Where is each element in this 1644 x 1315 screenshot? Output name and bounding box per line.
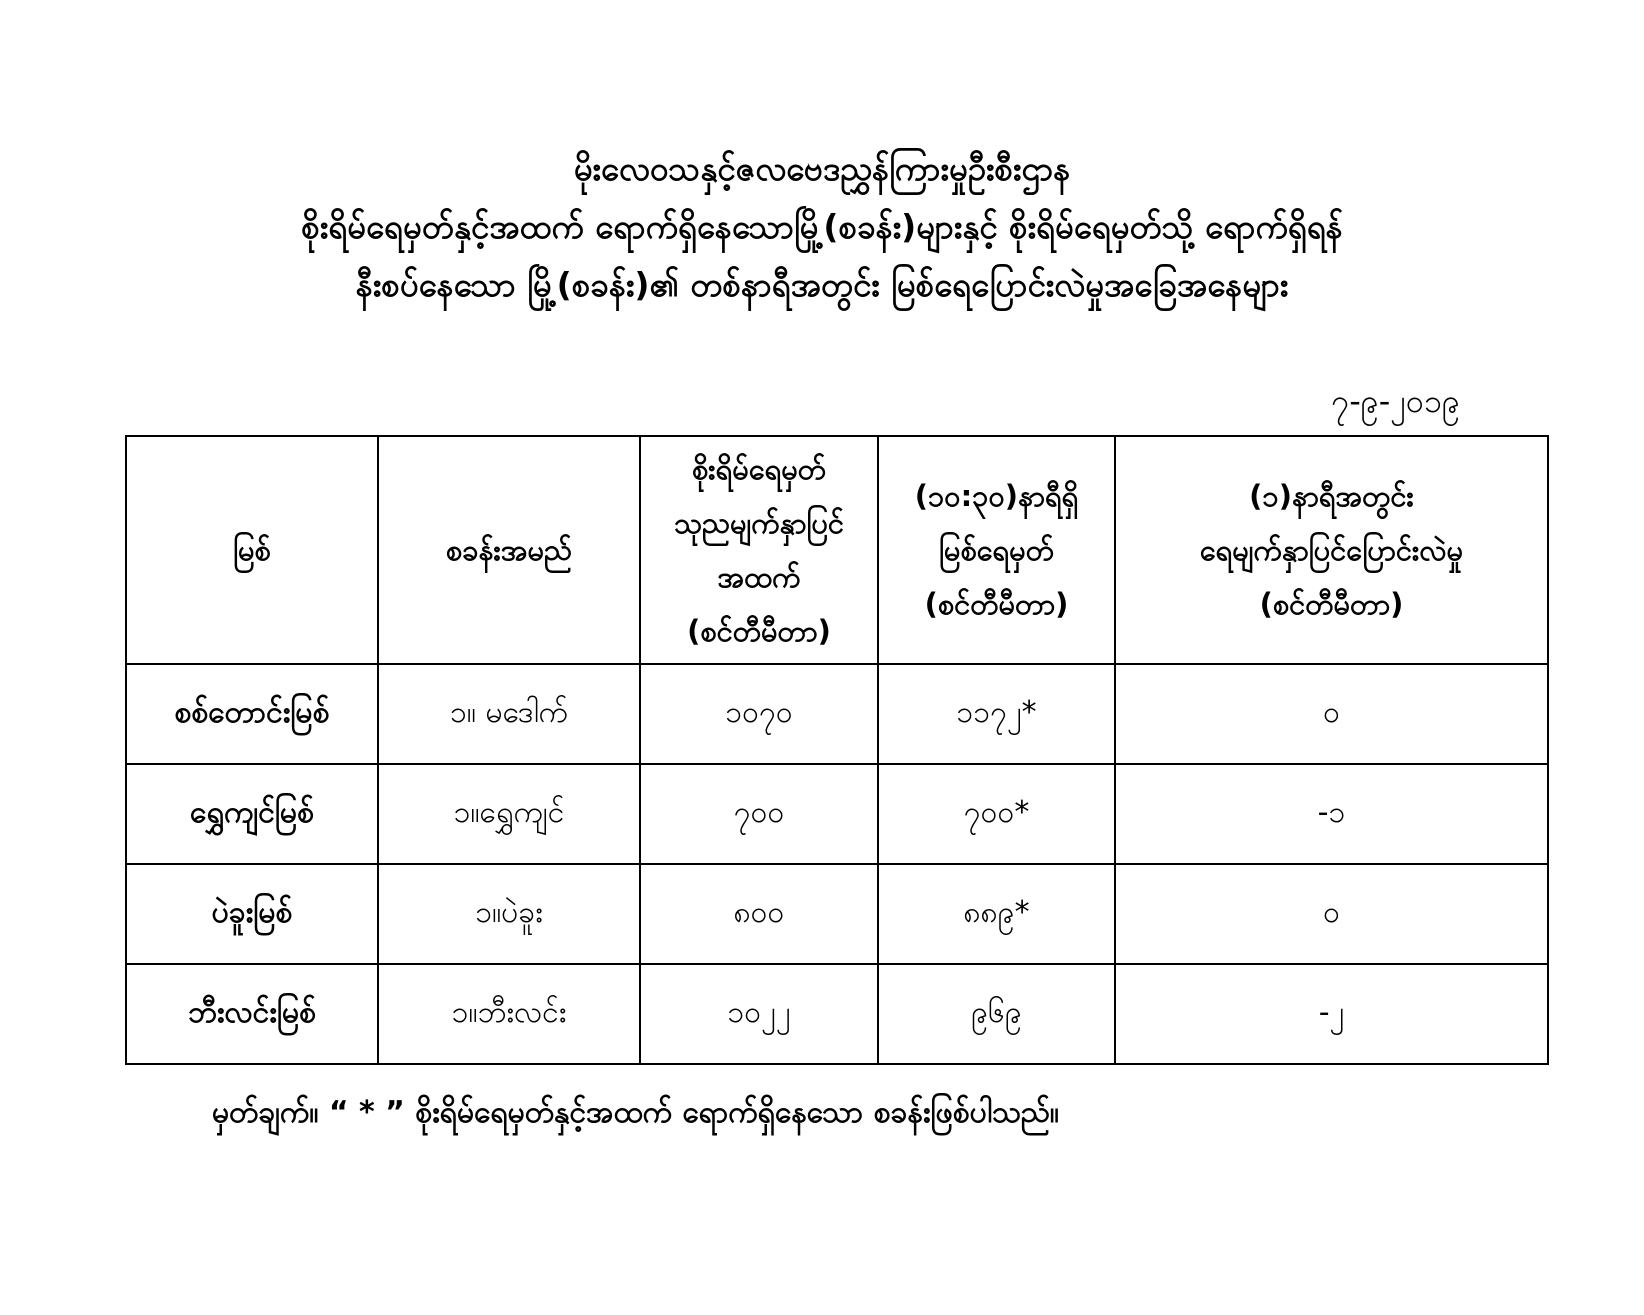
footnote: မှတ်ချက်။ “ * ” စိုးရိမ်ရေမှတ်နှင့်အထက် ရောက်ရှိနေသော စခန်းဖြစ်ပါသည်။ <box>212 1095 1059 1130</box>
header-level-line-3: (စင်တီမီတာ) <box>924 587 1069 621</box>
cell-station: ၁။ မဒေါက် <box>378 664 640 764</box>
header-level-line-2: မြစ်ရေမှတ် <box>939 533 1054 567</box>
table-row <box>126 664 1548 764</box>
cell-river: ရွှေကျင်မြစ် <box>126 764 378 864</box>
cell-hourly-change: ၀ <box>1115 864 1548 964</box>
cell-current-level: ၇၀၀* <box>878 764 1115 864</box>
cell-river: ဘီးလင်းမြစ် <box>126 964 378 1064</box>
header-danger-line-4: (စင်တီမီတာ) <box>687 614 831 648</box>
cell-river: စစ်တောင်းမြစ် <box>126 664 378 764</box>
header-river <box>126 436 378 664</box>
header-station-label: စခန်းအမည် <box>445 533 573 567</box>
cell-station: ၁။ဘီးလင်း <box>378 964 640 1064</box>
cell-river: ပဲခူးမြစ် <box>126 864 378 964</box>
cell-hourly-change: -၁ <box>1115 764 1548 864</box>
cell-hourly-change: ၀ <box>1115 664 1548 764</box>
header-change-line-1: (၁)နာရီအတွင်း <box>1249 479 1414 513</box>
cell-current-level: ၈၈၉* <box>878 864 1115 964</box>
header-change-line-2: ရေမျက်နှာပြင်ပြောင်းလဲမှု <box>1199 533 1464 567</box>
report-date: ၇-၉-၂၀၁၉ <box>1331 382 1460 420</box>
cell-danger-level: ၇၀၀ <box>640 764 878 864</box>
cell-hourly-change: -၂ <box>1115 964 1548 1064</box>
table-row <box>126 864 1548 964</box>
header-hourly-change <box>1115 436 1548 664</box>
table-row <box>126 964 1548 1064</box>
header-danger-level <box>640 436 878 664</box>
header-station <box>378 436 640 664</box>
cell-danger-level: ၁၀၂၂ <box>640 964 878 1064</box>
cell-danger-level: ၁၀၇၀ <box>640 664 878 764</box>
cell-station: ၁။ပဲခူး <box>378 864 640 964</box>
header-danger-line-1: စိုးရိမ်ရေမှတ် <box>691 452 827 486</box>
cell-station: ၁။ရွှေကျင် <box>378 764 640 864</box>
cell-current-level: ၉၆၉ <box>878 964 1115 1064</box>
title-line-3: နီးစပ်နေသော မြို့(စခန်း)၏ တစ်နာရီအတွင်း မြစ်ရေပြောင်းလဲမှုအခြေအနေများ <box>355 265 1289 304</box>
header-danger-line-3: အထက် <box>717 560 801 594</box>
header-change-line-3: (စင်တီမီတာ) <box>1259 587 1404 621</box>
header-danger-line-2: သုညမျက်နှာပြင် <box>673 506 844 540</box>
title-line-2: စိုးရိမ်ရေမှတ်နှင့်အထက် ရောက်ရှိနေသောမြို့(စခန်း)များနှင့် စိုးရိမ်ရေမှတ်သို့ ရောက်ရှိရန် <box>301 207 1343 246</box>
header-current-level <box>878 436 1115 664</box>
table-row <box>126 764 1548 864</box>
table-header-row <box>126 436 1548 664</box>
river-level-table <box>125 435 1549 1065</box>
cell-danger-level: ၈၀၀ <box>640 864 878 964</box>
title-line-1: မိုးလေဝသနှင့်ဇလဗေဒညွှန်ကြားမှုဦးစီးဌာန <box>573 149 1071 188</box>
header-level-line-1: (၁၀:၃၀)နာရီရှိ <box>914 479 1079 513</box>
document-title <box>0 140 1644 314</box>
cell-current-level: ၁၁၇၂* <box>878 664 1115 764</box>
header-river-label: မြစ် <box>233 533 271 567</box>
